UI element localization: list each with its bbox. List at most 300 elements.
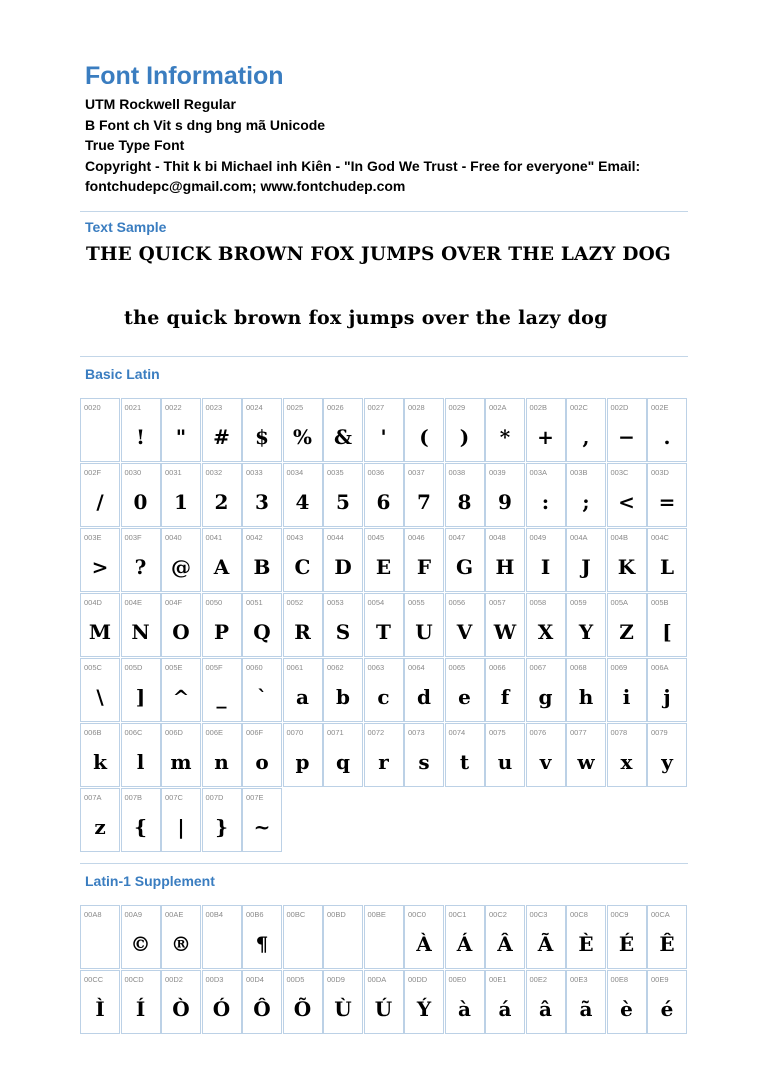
glyph-char: | xyxy=(177,815,185,839)
glyph-code: 004D xyxy=(84,598,102,607)
glyph-code: 0078 xyxy=(610,728,628,737)
glyph-char: & xyxy=(333,425,353,449)
glyph-code: 00CC xyxy=(84,975,104,984)
glyph-char: x xyxy=(620,750,633,774)
glyph-char: Õ xyxy=(293,997,312,1021)
glyph-code: 0050 xyxy=(205,598,223,607)
glyph-char: − xyxy=(618,425,635,449)
copyright-line: Copyright - Thit k bi Michael inh Kiên - "In God We Trust - Free for everyone" Email: xyxy=(85,157,641,174)
glyph-code: 004F xyxy=(165,598,183,607)
glyph-cell xyxy=(485,723,525,787)
glyph-code: 0026 xyxy=(327,403,344,412)
glyph-char: V xyxy=(456,620,473,644)
glyph-code: 0055 xyxy=(408,598,425,607)
glyph-cell xyxy=(121,463,161,527)
glyph-cell xyxy=(485,593,525,657)
glyph-cell xyxy=(485,658,525,722)
glyph-cell xyxy=(161,788,201,852)
glyph-char: À xyxy=(416,932,432,956)
glyph-cell xyxy=(242,528,282,592)
glyph-char: Q xyxy=(253,620,271,644)
glyph-code: 00D9 xyxy=(327,975,345,984)
font-type: True Type Font xyxy=(85,137,185,154)
glyph-cell xyxy=(202,528,242,592)
glyph-code: 0064 xyxy=(408,663,425,672)
glyph-code: 00D5 xyxy=(286,975,305,984)
glyph-cell xyxy=(445,593,485,657)
glyph-code: 00C9 xyxy=(610,910,629,919)
glyph-char: $ xyxy=(255,425,269,449)
glyph-code: 002E xyxy=(651,403,669,412)
glyph-cell xyxy=(647,905,687,969)
glyph-cell xyxy=(485,970,525,1034)
glyph-cell xyxy=(80,593,120,657)
glyph-code: 0038 xyxy=(448,468,466,477)
divider xyxy=(80,211,688,212)
glyph-code: 00D3 xyxy=(205,975,224,984)
glyph-cell xyxy=(485,528,525,592)
glyph-code: 00DD xyxy=(408,975,428,984)
glyph-cell xyxy=(485,905,525,969)
glyph-cell xyxy=(80,723,120,787)
glyph-char: © xyxy=(130,932,151,956)
glyph-cell xyxy=(242,723,282,787)
glyph-code: 0029 xyxy=(448,403,466,412)
glyph-code: 003D xyxy=(651,468,669,477)
glyph-char: ) xyxy=(459,425,470,449)
glyph-cell xyxy=(364,593,404,657)
glyph-cell xyxy=(404,593,444,657)
glyph-cell xyxy=(161,970,201,1034)
glyph-code: 004A xyxy=(570,533,588,542)
sample-uppercase: THE QUICK BROWN FOX JUMPS OVER THE LAZY DOG xyxy=(86,244,671,265)
glyph-code: 00E3 xyxy=(570,975,588,984)
glyph-char: l xyxy=(136,750,145,774)
glyph-char: Í xyxy=(135,997,146,1021)
glyph-cell xyxy=(161,723,201,787)
page-title: Font Information xyxy=(85,62,284,90)
glyph-code: 007E xyxy=(246,793,264,802)
glyph-cell xyxy=(323,970,363,1034)
glyph-cell xyxy=(364,528,404,592)
glyph-code: 0025 xyxy=(286,403,304,412)
glyph-code: 00BC xyxy=(286,910,306,919)
glyph-cell xyxy=(364,905,404,969)
glyph-cell xyxy=(283,463,323,527)
glyph-code: 0032 xyxy=(205,468,223,477)
glyph-char: á xyxy=(498,997,512,1021)
glyph-cell xyxy=(647,723,687,787)
glyph-code: 00B4 xyxy=(205,910,224,919)
glyph-char: i xyxy=(622,685,631,709)
glyph-cell xyxy=(647,398,687,462)
glyph-char: , xyxy=(582,425,590,449)
glyph-cell xyxy=(566,970,606,1034)
glyph-code: 003F xyxy=(124,533,142,542)
glyph-char: e xyxy=(458,685,471,709)
glyph-char: \ xyxy=(96,685,104,709)
glyph-char: ' xyxy=(380,425,387,449)
glyph-code: 0043 xyxy=(286,533,304,542)
glyph-char: L xyxy=(659,555,675,579)
glyph-char: Ã xyxy=(537,932,554,956)
glyph-cell xyxy=(161,463,201,527)
glyph-char: ? xyxy=(134,555,147,579)
glyph-cell xyxy=(445,463,485,527)
glyph-char: M xyxy=(88,620,112,644)
glyph-code: 00C3 xyxy=(529,910,548,919)
glyph-code: 0053 xyxy=(327,598,344,607)
glyph-cell xyxy=(202,905,242,969)
glyph-char: y xyxy=(661,750,673,774)
glyph-code: 0067 xyxy=(529,663,547,672)
glyph-cell xyxy=(404,463,444,527)
glyph-char: w xyxy=(577,750,595,774)
glyph-code: 00BD xyxy=(327,910,346,919)
glyph-cell xyxy=(526,970,566,1034)
text-sample-heading: Text Sample xyxy=(85,219,167,235)
glyph-char: H xyxy=(495,555,515,579)
glyph-cell xyxy=(202,658,242,722)
glyph-code: 002B xyxy=(529,403,548,412)
glyph-char: [ xyxy=(662,620,672,644)
glyph-code: 0074 xyxy=(448,728,466,737)
glyph-char: É xyxy=(618,932,635,956)
glyph-char: n xyxy=(214,750,229,774)
glyph-code: 007C xyxy=(165,793,183,802)
glyph-code: 005D xyxy=(124,663,143,672)
glyph-cell xyxy=(161,528,201,592)
glyph-char: Ú xyxy=(374,997,393,1021)
glyph-code: 003E xyxy=(84,533,102,542)
glyph-char: E xyxy=(375,555,392,579)
glyph-cell xyxy=(242,398,282,462)
glyph-code: 0023 xyxy=(205,403,223,412)
glyph-cell xyxy=(404,970,444,1034)
glyph-cell xyxy=(445,970,485,1034)
glyph-cell xyxy=(121,658,161,722)
glyph-cell xyxy=(323,593,363,657)
glyph-char: D xyxy=(334,555,352,579)
glyph-cell xyxy=(404,528,444,592)
glyph-char: 3 xyxy=(255,490,269,514)
glyph-char: < xyxy=(618,490,635,514)
glyph-code: 0056 xyxy=(448,598,466,607)
glyph-cell xyxy=(242,593,282,657)
glyph-char: + xyxy=(537,425,554,449)
glyph-char: G xyxy=(455,555,474,579)
glyph-code: 00C2 xyxy=(489,910,507,919)
glyph-cell xyxy=(526,593,566,657)
glyph-code: 0071 xyxy=(327,728,344,737)
glyph-code: 0033 xyxy=(246,468,263,477)
glyph-char: % xyxy=(292,425,312,449)
divider xyxy=(80,863,688,864)
glyph-char: Ò xyxy=(172,997,190,1021)
glyph-code: 0066 xyxy=(489,663,506,672)
glyph-cell xyxy=(121,528,161,592)
glyph-cell xyxy=(566,905,606,969)
glyph-code: 005F xyxy=(205,663,223,672)
glyph-char: j xyxy=(663,685,671,709)
glyph-cell xyxy=(121,398,161,462)
glyph-char: r xyxy=(378,750,389,774)
glyph-char: t xyxy=(459,750,470,774)
glyph-char: T xyxy=(376,620,391,644)
glyph-cell xyxy=(202,398,242,462)
glyph-code: 0079 xyxy=(651,728,668,737)
glyph-char: ã xyxy=(579,997,593,1021)
glyph-char: Ý xyxy=(416,997,432,1021)
glyph-char: 0 xyxy=(133,490,148,514)
glyph-char: a xyxy=(296,685,309,709)
glyph-code: 005C xyxy=(84,663,102,672)
glyph-char: ¶ xyxy=(255,932,269,956)
glyph-cell xyxy=(80,398,120,462)
glyph-code: 004E xyxy=(124,598,143,607)
glyph-char: 7 xyxy=(417,490,431,514)
glyph-char: 5 xyxy=(336,490,350,514)
glyph-char: Ì xyxy=(95,997,105,1021)
glyph-cell xyxy=(80,970,120,1034)
glyph-code: 005A xyxy=(610,598,629,607)
glyph-code: 006F xyxy=(246,728,264,737)
glyph-code: 0073 xyxy=(408,728,425,737)
glyph-code: 007B xyxy=(124,793,143,802)
glyph-char: c xyxy=(377,685,390,709)
glyph-cell xyxy=(445,658,485,722)
glyph-char: o xyxy=(255,750,269,774)
glyph-char: F xyxy=(416,555,432,579)
font-info-block xyxy=(85,94,725,197)
glyph-code: 0047 xyxy=(448,533,466,542)
glyph-char: . xyxy=(663,425,671,449)
glyph-code: 003C xyxy=(610,468,629,477)
glyph-code: 0028 xyxy=(408,403,425,412)
glyph-code: 00B6 xyxy=(246,910,264,919)
divider xyxy=(80,356,688,357)
glyph-code: 0057 xyxy=(489,598,506,607)
glyph-char: W xyxy=(493,620,517,644)
glyph-code: 003B xyxy=(570,468,588,477)
glyph-cell xyxy=(607,593,647,657)
glyph-cell xyxy=(202,788,242,852)
glyph-code: 0034 xyxy=(286,468,304,477)
glyph-code: 00CD xyxy=(124,975,144,984)
glyph-code: 0044 xyxy=(327,533,344,542)
glyph-code: 0075 xyxy=(489,728,506,737)
glyph-char: p xyxy=(295,750,310,774)
glyph-char: Z xyxy=(619,620,634,644)
glyph-cell xyxy=(121,905,161,969)
glyph-cell xyxy=(364,970,404,1034)
glyph-char: { xyxy=(134,815,147,839)
glyph-code: 00D2 xyxy=(165,975,183,984)
glyph-code: 0031 xyxy=(165,468,182,477)
glyph-code: 0037 xyxy=(408,468,425,477)
glyph-code: 00E1 xyxy=(489,975,507,984)
glyph-char: f xyxy=(500,685,510,709)
glyph-code: 0022 xyxy=(165,403,182,412)
glyph-cell xyxy=(526,398,566,462)
glyph-code: 0061 xyxy=(286,663,304,672)
glyph-cell xyxy=(161,593,201,657)
font-name: UTM Rockwell Regular xyxy=(85,96,236,112)
glyph-char: s xyxy=(418,750,430,774)
glyph-char: Á xyxy=(456,932,473,956)
glyph-code: 00A8 xyxy=(84,910,102,919)
glyph-code: 0072 xyxy=(367,728,385,737)
glyph-char: = xyxy=(658,490,676,514)
glyph-cell xyxy=(566,398,606,462)
glyph-char: K xyxy=(617,555,636,579)
glyph-cell xyxy=(202,593,242,657)
glyph-cell xyxy=(526,905,566,969)
glyph-cell xyxy=(566,528,606,592)
glyph-char: ! xyxy=(136,425,145,449)
glyph-code: 00E9 xyxy=(651,975,669,984)
glyph-char: b xyxy=(336,685,350,709)
glyph-code: 0051 xyxy=(246,598,263,607)
glyph-code: 002C xyxy=(570,403,588,412)
glyph-code: 0030 xyxy=(124,468,142,477)
glyph-code: 00E8 xyxy=(610,975,629,984)
glyph-char: 4 xyxy=(295,490,310,514)
glyph-code: 00C8 xyxy=(570,910,588,919)
glyph-cell xyxy=(242,970,282,1034)
glyph-cell xyxy=(283,905,323,969)
glyph-code: 004C xyxy=(651,533,669,542)
glyph-code: 0059 xyxy=(570,598,587,607)
glyph-char: Ô xyxy=(253,997,271,1021)
glyph-cell xyxy=(647,528,687,592)
glyph-char: * xyxy=(499,425,511,449)
glyph-cell xyxy=(323,658,363,722)
glyph-char: Ó xyxy=(212,997,231,1021)
glyph-cell xyxy=(283,658,323,722)
glyph-code: 0068 xyxy=(570,663,587,672)
glyph-code: 006E xyxy=(205,728,224,737)
glyph-cell xyxy=(404,658,444,722)
glyph-code: 006B xyxy=(84,728,102,737)
glyph-char: h xyxy=(578,685,594,709)
glyph-code: 00A9 xyxy=(124,910,143,919)
glyph-cell xyxy=(566,593,606,657)
glyph-code: 00E2 xyxy=(529,975,548,984)
contact-line: fontchudepc@gmail.com; www.fontchudep.com xyxy=(85,178,406,195)
glyph-code: 00D4 xyxy=(246,975,264,984)
glyph-cell xyxy=(121,593,161,657)
glyph-char: k xyxy=(93,750,107,774)
glyph-code: 0076 xyxy=(529,728,547,737)
glyph-cell xyxy=(242,463,282,527)
glyph-char: u xyxy=(497,750,513,774)
glyph-code: 00C1 xyxy=(448,910,467,919)
glyph-code: 00BE xyxy=(367,910,386,919)
glyph-code: 0048 xyxy=(489,533,506,542)
glyph-char: A xyxy=(213,555,230,579)
glyph-char: C xyxy=(294,555,311,579)
glyph-code: 005B xyxy=(651,598,669,607)
glyph-code: 0069 xyxy=(610,663,628,672)
glyph-cell xyxy=(202,970,242,1034)
glyph-char: Ù xyxy=(334,997,352,1021)
glyph-char: v xyxy=(539,750,552,774)
glyph-code: 0052 xyxy=(286,598,304,607)
glyph-char: Y xyxy=(578,620,594,644)
glyph-char: : xyxy=(541,490,550,514)
glyph-char: 6 xyxy=(376,490,391,514)
glyph-cell xyxy=(323,528,363,592)
glyph-cell xyxy=(202,463,242,527)
glyph-cell xyxy=(202,723,242,787)
glyph-cell xyxy=(566,463,606,527)
glyph-char: Ê xyxy=(659,932,675,956)
glyph-code: 0058 xyxy=(529,598,547,607)
glyph-cell xyxy=(80,905,120,969)
glyph-char: @ xyxy=(171,555,191,579)
glyph-cell xyxy=(121,723,161,787)
glyph-cell xyxy=(526,723,566,787)
glyph-code: 0039 xyxy=(489,468,506,477)
glyph-code: 007A xyxy=(84,793,102,802)
glyph-cell xyxy=(566,723,606,787)
glyph-char: 8 xyxy=(457,490,472,514)
glyph-char: 9 xyxy=(498,490,512,514)
glyph-cell xyxy=(404,398,444,462)
glyph-char: à xyxy=(458,997,471,1021)
glyph-cell xyxy=(364,398,404,462)
glyph-char: È xyxy=(578,932,594,956)
glyph-char: â xyxy=(539,997,552,1021)
glyph-cell xyxy=(121,970,161,1034)
glyph-cell xyxy=(607,905,647,969)
glyph-cell xyxy=(607,463,647,527)
glyph-char: B xyxy=(253,555,271,579)
glyph-code: 006C xyxy=(124,728,143,737)
glyph-cell xyxy=(607,528,647,592)
glyph-char: 2 xyxy=(214,490,229,514)
glyph-cell xyxy=(404,905,444,969)
glyph-code: 0036 xyxy=(367,468,385,477)
glyph-char: " xyxy=(175,425,187,449)
glyph-char: ~ xyxy=(253,815,271,839)
glyph-code: 0035 xyxy=(327,468,344,477)
glyph-char: # xyxy=(213,425,230,449)
glyph-char: ] xyxy=(135,685,146,709)
glyph-char: ® xyxy=(171,932,191,956)
glyph-code: 00AE xyxy=(165,910,184,919)
glyph-code: 0062 xyxy=(327,663,344,672)
glyph-cell xyxy=(242,788,282,852)
glyph-code: 0040 xyxy=(165,533,182,542)
glyph-code: 007D xyxy=(205,793,224,802)
glyph-code: 002F xyxy=(84,468,102,477)
glyph-code: 0065 xyxy=(448,663,466,672)
glyph-char: X xyxy=(537,620,554,644)
glyph-code: 0046 xyxy=(408,533,425,542)
glyph-char: I xyxy=(540,555,551,579)
glyph-code: 00CA xyxy=(651,910,670,919)
glyph-char: d xyxy=(417,685,431,709)
glyph-char: N xyxy=(131,620,150,644)
glyph-cell xyxy=(647,593,687,657)
glyph-char: 1 xyxy=(174,490,188,514)
glyph-char: ^ xyxy=(172,685,190,709)
glyph-cell xyxy=(323,398,363,462)
sample-lowercase: the quick brown fox jumps over the lazy dog xyxy=(124,307,608,329)
glyph-cell xyxy=(323,723,363,787)
